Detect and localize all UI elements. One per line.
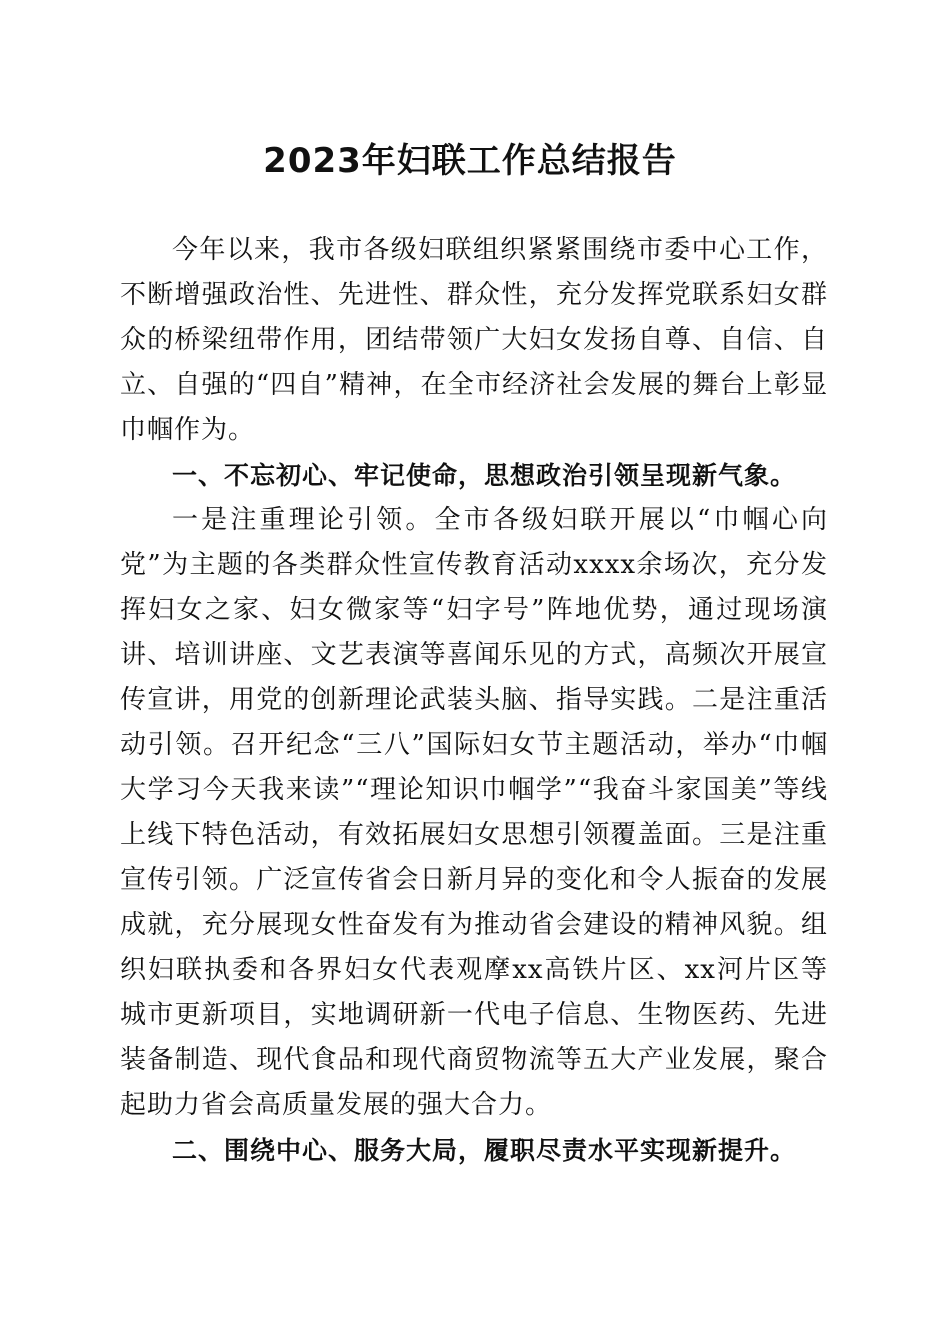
- section-heading-1: 一、不忘初心、牢记使命，思想政治引领呈现新气象。: [172, 461, 797, 490]
- section-heading-2: 二、围绕中心、服务大局，履职尽责水平实现新提升。: [172, 1136, 797, 1165]
- document-title: 2023年妇联工作总结报告: [263, 141, 677, 181]
- section-1-paragraph: 一是注重理论引领。全市各级妇联开展以“巾帼心向党”为主题的各类群众性宣传教育活动xxxx余场次，充分发挥妇女之家、妇女微家等“妇字号”阵地优势，通过现场演讲、培训讲座、文艺表演等喜闻乐见的方式，高频次开展宣传宣讲，用党的创新理论武装头脑、指导实践。二是注重活动引领。召开纪念“三八”国际妇女节主题活动，举办“巾帼大学习今天我来读”“理论知识巾帼学”“我奋斗家国美”等线上线下特色活动，有效拓展妇女思想引领覆盖面。三是注重宣传引领。广泛宣传省会日新月异的变化和令人振奋的发展成就，充分展现女性奋发有为推动省会建设的精神风貌。组织妇联执委和各界妇女代表观摩xx高铁片区、xx河片区等城市更新项目，实地调研新一代电子信息、生物医药、先进装备制造、现代食品和现代商贸物流等五大产业发展，聚合起助力省会高质量发展的强大合力。: [120, 505, 828, 1120]
- document-body: [120, 228, 828, 1173]
- intro-paragraph: 今年以来，我市各级妇联组织紧紧围绕市委中心工作，不断增强政治性、先进性、群众性，充分发挥党联系妇女群众的桥梁纽带作用，团结带领广大妇女发扬自尊、自信、自立、自强的“四自”精神，在全市经济社会发展的舞台上彰显巾帼作为。: [120, 235, 828, 445]
